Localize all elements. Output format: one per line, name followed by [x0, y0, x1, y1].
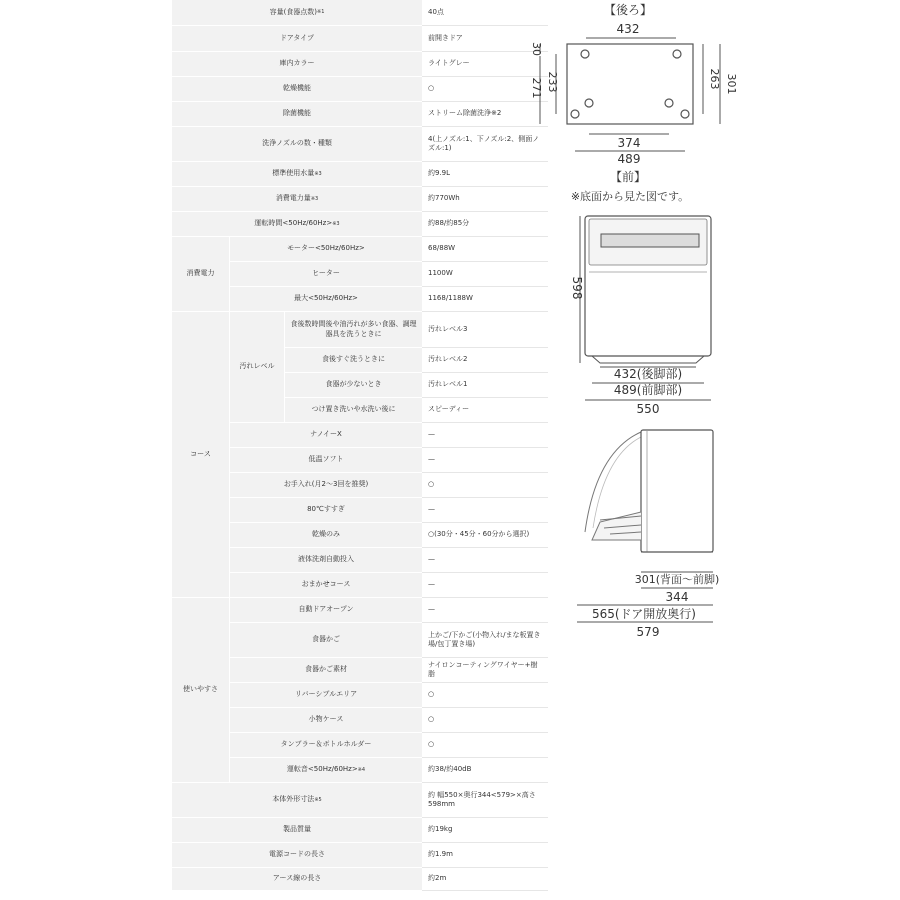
spec-row-label [172, 187, 422, 212]
spec-label-text: 除菌機能 [283, 109, 311, 118]
spec-row-value: 約19kg [422, 818, 548, 843]
spec-row-value: 上かご/下かご(小物入れ/まな板置き場/包丁置き場) [422, 623, 548, 658]
dim-374: 374 [617, 136, 641, 150]
spec-row-value: 汚れレベル1 [422, 373, 548, 398]
spec-row-value: — [422, 573, 548, 598]
spec-row-label [172, 0, 422, 26]
spec-label-text: 消費電力量 [275, 194, 311, 203]
spec-row-value: 1100W [422, 262, 548, 287]
spec-row-label [230, 573, 422, 598]
spec-row-value: 汚れレベル3 [422, 312, 548, 348]
spec-label-text: 容量(食器点数) [269, 7, 318, 16]
spec-label-text: 小物ケース [308, 715, 344, 724]
spec-row-value: — [422, 423, 548, 448]
spec-row-label [172, 843, 422, 868]
spec-label-note: ※4 [357, 766, 366, 773]
spec-row-label [172, 52, 422, 77]
side-body-outline [641, 430, 713, 552]
spec-row-value: 40点 [422, 0, 548, 26]
dim-489-front: 489(前脚部) [613, 383, 683, 397]
dim-565: 565(ドア開放奥行) [592, 607, 696, 621]
spec-row-value: スピーディー [422, 398, 548, 423]
spec-table [172, 0, 548, 890]
spec-row-label [172, 162, 422, 187]
spec-row-value: 約88/約85分 [422, 212, 548, 237]
spec-label-text: 80℃すすぎ [307, 505, 345, 514]
spec-label-text: おまかせコース [301, 580, 351, 589]
spec-row-label [230, 733, 422, 758]
spec-row-label [230, 498, 422, 523]
rear-view-diagram [515, 0, 755, 170]
spec-label-text: つけ置き洗いや水洗い後に [311, 405, 396, 414]
dim-301: 301 [725, 73, 738, 95]
spec-row-value: 4(上ノズル:1、下ノズル:2、側面ノズル:1) [422, 127, 548, 162]
spec-row-value: 汚れレベル2 [422, 348, 548, 373]
spec-row-value: ○ [422, 473, 548, 498]
spec-row-value: ナイロンコーティングワイヤー+樹脂 [422, 658, 548, 683]
spec-row-label [230, 448, 422, 473]
side-view-diagram [555, 415, 755, 645]
spec-row-value: — [422, 498, 548, 523]
dim-233: 233 [546, 71, 559, 93]
spec-row-value: 約 幅550×奥行344<579>×高さ598mm [422, 783, 548, 818]
spec-label-text: 本体外形寸法 [272, 795, 315, 804]
dim-489-rear: 489 [617, 152, 641, 166]
dim-598: 598 [570, 276, 584, 300]
spec-row-label [172, 26, 422, 52]
spec-row-label [172, 102, 422, 127]
spec-row-label [230, 548, 422, 573]
spec-row-label [285, 373, 422, 398]
spec-row-label [172, 818, 422, 843]
spec-label-text: 電源コードの長さ [269, 850, 325, 859]
group-label-power: 消費電力 [172, 237, 230, 312]
spec-row-label [172, 77, 422, 102]
spec-label-text: 製品質量 [283, 825, 311, 834]
spec-label-text: ドアタイプ [280, 33, 314, 42]
spec-label-text: 洗浄ノズルの数・種類 [262, 139, 332, 148]
spec-row-label [230, 623, 422, 658]
spec-row-label [230, 658, 422, 683]
spec-row-label [285, 348, 422, 373]
spec-row-label [230, 708, 422, 733]
spec-label-text: 運転音<50Hz/60Hz> [286, 765, 358, 774]
spec-row-value: — [422, 448, 548, 473]
spec-label-note: ※5 [314, 796, 322, 803]
spec-row-label [172, 868, 422, 891]
dim-30: 30 [530, 42, 543, 56]
spec-row-value: 約1.9m [422, 843, 548, 868]
spec-label-note: ※3 [314, 170, 322, 177]
spec-label-note: ※1 [317, 9, 325, 16]
front-note: ※底面から見た図です。 [570, 190, 690, 203]
rear-title: 【後ろ】 [603, 3, 653, 17]
spec-row-label [285, 398, 422, 423]
dim-432-front: 432(後脚部) [613, 367, 683, 381]
spec-label-text: ヒーター [312, 269, 340, 278]
spec-row-label [172, 783, 422, 818]
dim-271: 271 [530, 77, 543, 99]
spec-row-label [230, 473, 422, 498]
spec-row-value: 1168/1188W [422, 287, 548, 312]
spec-row-label [230, 423, 422, 448]
spec-row-value: ○ [422, 733, 548, 758]
spec-row-value: 68/88W [422, 237, 548, 262]
spec-row-value: 約770Wh [422, 187, 548, 212]
spec-row-value: — [422, 598, 548, 623]
front-display [601, 234, 699, 247]
spec-row-label [230, 237, 422, 262]
spec-row-value: ○(30分・45分・60分から選択) [422, 523, 548, 548]
spec-label-note: ※3 [332, 220, 340, 227]
spec-label-text: 自動ドアオープン [298, 605, 354, 614]
dim-432-rear: 432 [616, 22, 640, 36]
spec-label-text: 乾燥のみ [312, 530, 340, 539]
spec-label-text: お手入れ(月2～3回を推奨) [283, 480, 369, 489]
spec-row-label [230, 758, 422, 783]
spec-row-value: 前開きドア [422, 26, 548, 52]
spec-label-text: 乾燥機能 [283, 84, 311, 93]
spec-label-text: 運転時間<50Hz/60Hz> [254, 219, 333, 228]
spec-row-label [230, 287, 422, 312]
spec-row-label [230, 683, 422, 708]
spec-label-text: アース線の長さ [272, 874, 322, 883]
dim-579: 579 [636, 625, 660, 639]
spec-row-value: 約38/約40dB [422, 758, 548, 783]
dim-550: 550 [636, 402, 660, 415]
group-label-usability: 使いやすさ [172, 598, 230, 783]
spec-row-value: ライトグレー [422, 52, 548, 77]
front-view-diagram [555, 165, 755, 415]
spec-label-text: 食器が少ないとき [325, 380, 382, 389]
spec-label-note: ※3 [310, 195, 319, 202]
dim-344: 344 [665, 590, 689, 604]
spec-label-text: ナノイーX [310, 430, 342, 439]
spec-row-label [230, 523, 422, 548]
spec-row-value: ○ [422, 708, 548, 733]
dim-263: 263 [708, 68, 721, 90]
front-title: 【前】 [609, 170, 647, 184]
dim-301-side: 301(背面～前脚) [634, 573, 720, 586]
spec-row-value: 約2m [422, 868, 548, 891]
spec-row-value: ○ [422, 77, 548, 102]
spec-row-label [230, 262, 422, 287]
spec-label-text: モーター<50Hz/60Hz> [287, 244, 365, 253]
spec-label-text: 食後すぐ洗うときに [322, 355, 385, 364]
spec-label-text: 低温ソフト [308, 455, 344, 464]
spec-label-text: 液体洗剤自動投入 [298, 555, 354, 564]
spec-row-value: ストリーム除菌洗浄※2 [422, 102, 548, 127]
spec-row-value: — [422, 548, 548, 573]
spec-label-text: 食後数時間後や油汚れが多い食器、調理器具を洗うときに [290, 320, 417, 338]
spec-row-value: ○ [422, 683, 548, 708]
spec-label-text: 庫内カラー [279, 59, 315, 68]
spec-label-text: 食器かご素材 [305, 665, 347, 674]
spec-label-text: タンブラー＆ボトルホルダー [280, 740, 372, 749]
group-label-course: コース [172, 312, 230, 598]
spec-row-label [285, 312, 422, 348]
spec-label-text: 最大<50Hz/60Hz> [294, 294, 358, 303]
spec-label-text: 標準使用水量 [272, 169, 315, 178]
spec-label-text: 食器かご [312, 635, 340, 644]
spec-row-label [172, 127, 422, 162]
group-label-dirt: 汚れレベル [230, 312, 285, 423]
spec-row-label [230, 598, 422, 623]
spec-row-value: 約9.9L [422, 162, 548, 187]
spec-label-text: リバーシブルエリア [294, 690, 358, 699]
spec-row-label [172, 212, 422, 237]
